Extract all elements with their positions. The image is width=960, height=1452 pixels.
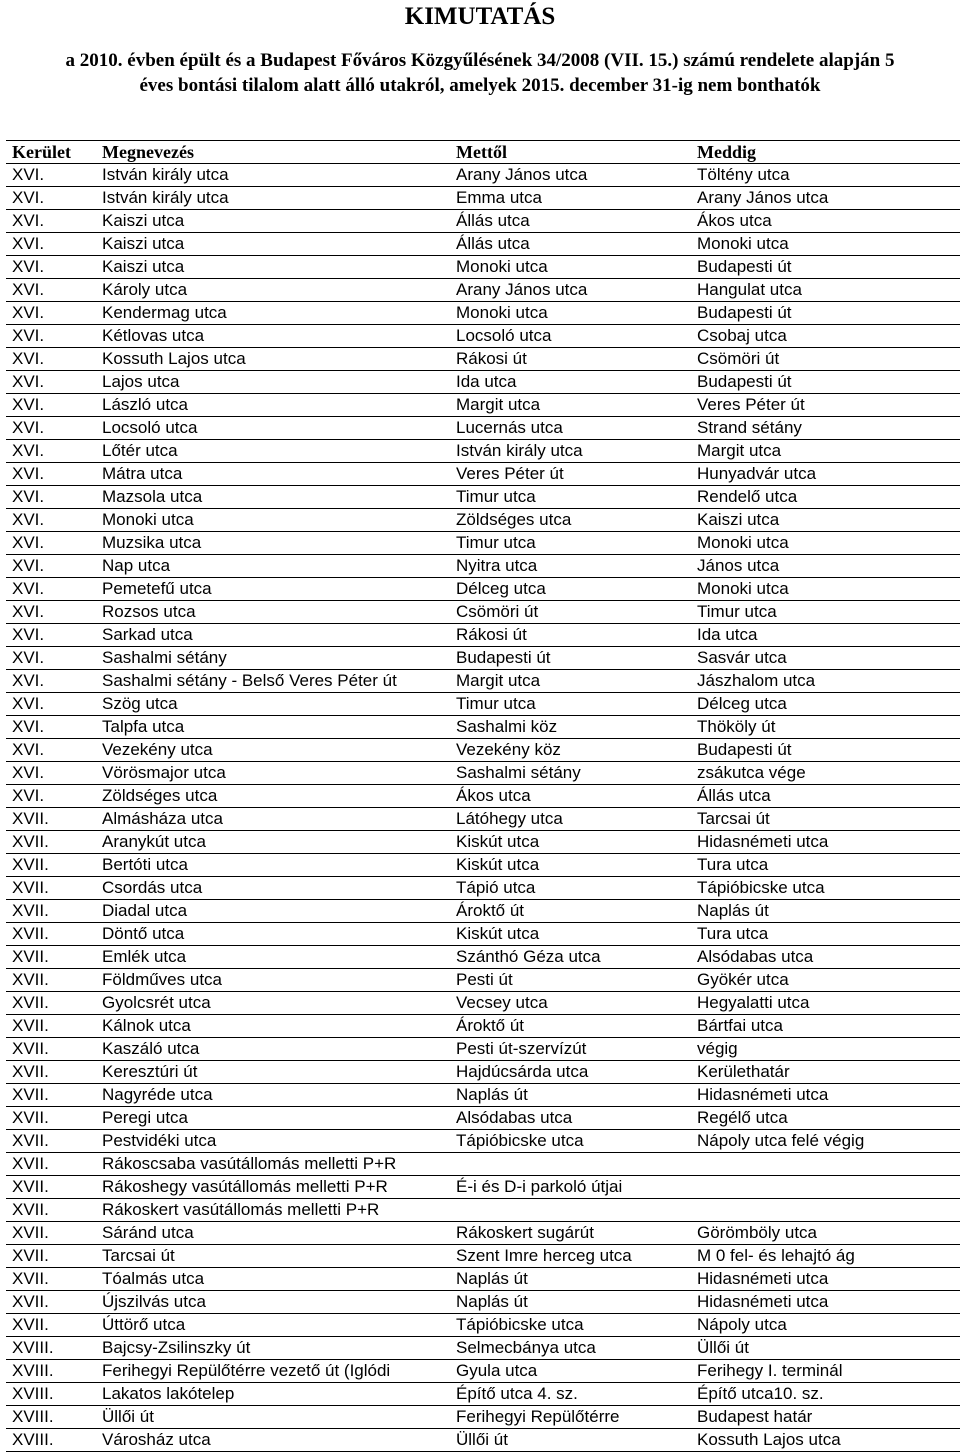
table-row (6, 463, 960, 486)
table-row (6, 992, 960, 1015)
cell-district: XVI. (6, 302, 96, 325)
cell-to: Jászhalom utca (691, 670, 960, 693)
cell-district: XVII. (6, 808, 96, 831)
table-row (6, 509, 960, 532)
table-row (6, 555, 960, 578)
cell-name: Emlék utca (96, 946, 450, 969)
cell-district: XVIII. (6, 1360, 96, 1383)
cell-from: Budapesti út (450, 647, 691, 670)
cell-to: Sasvár utca (691, 647, 960, 670)
cell-from: István király utca (450, 440, 691, 463)
cell-name: Zöldséges utca (96, 785, 450, 808)
document-subtitle (0, 48, 960, 98)
cell-district: XVI. (6, 739, 96, 762)
cell-name: Úttörő utca (96, 1314, 450, 1337)
cell-to: Timur utca (691, 601, 960, 624)
cell-from: Pesti út-szervízút (450, 1038, 691, 1061)
table-row (6, 785, 960, 808)
cell-from: Szánthó Géza utca (450, 946, 691, 969)
cell-name: László utca (96, 394, 450, 417)
table-row (6, 325, 960, 348)
cell-to: Arany János utca (691, 187, 960, 210)
cell-from: Alsódabas utca (450, 1107, 691, 1130)
cell-to (691, 1176, 960, 1199)
cell-to: Csobaj utca (691, 325, 960, 348)
table-row (6, 578, 960, 601)
table-row (6, 739, 960, 762)
cell-to (691, 1153, 960, 1176)
table-row (6, 440, 960, 463)
cell-to: Ferihegy I. terminál (691, 1360, 960, 1383)
table-row (6, 1061, 960, 1084)
cell-name: Üllői út (96, 1406, 450, 1429)
cell-from: Tápió utca (450, 877, 691, 900)
cell-from: Tápióbicske utca (450, 1314, 691, 1337)
cell-name: Bajcsy-Zsilinszky út (96, 1337, 450, 1360)
cell-name: Sarkad utca (96, 624, 450, 647)
table-row (6, 716, 960, 739)
table-row (6, 1222, 960, 1245)
cell-district: XVIII. (6, 1383, 96, 1406)
cell-to: végig (691, 1038, 960, 1061)
cell-district: XVI. (6, 325, 96, 348)
cell-from: Vezekény köz (450, 739, 691, 762)
cell-from: Naplás út (450, 1084, 691, 1107)
cell-name: Kaiszi utca (96, 256, 450, 279)
cell-from: Állás utca (450, 233, 691, 256)
cell-from: Rákosi út (450, 348, 691, 371)
cell-name: Kálnok utca (96, 1015, 450, 1038)
cell-name: Rákoscsaba vasútállomás melletti P+R (96, 1153, 450, 1176)
cell-district: XVI. (6, 785, 96, 808)
cell-to: Csömöri út (691, 348, 960, 371)
cell-to: Monoki utca (691, 233, 960, 256)
table-row (6, 1084, 960, 1107)
table-row (6, 877, 960, 900)
cell-district: XVI. (6, 210, 96, 233)
cell-name: Tóalmás utca (96, 1268, 450, 1291)
cell-name: Sashalmi sétány - Belső Veres Péter út (96, 670, 450, 693)
cell-district: XVII. (6, 1061, 96, 1084)
cell-from: Margit utca (450, 670, 691, 693)
cell-district: XVI. (6, 233, 96, 256)
cell-from: Építő utca 4. sz. (450, 1383, 691, 1406)
cell-district: XVI. (6, 394, 96, 417)
cell-district: XVI. (6, 440, 96, 463)
cell-district: XVII. (6, 1222, 96, 1245)
cell-name: Talpfa utca (96, 716, 450, 739)
table-row (6, 693, 960, 716)
cell-district: XVI. (6, 762, 96, 785)
cell-to: Alsódabas utca (691, 946, 960, 969)
cell-name: Rozsos utca (96, 601, 450, 624)
cell-from: Állás utca (450, 210, 691, 233)
cell-from: Naplás út (450, 1268, 691, 1291)
cell-from: Ároktő út (450, 900, 691, 923)
cell-name: Lakatos lakótelep (96, 1383, 450, 1406)
cell-to: Naplás út (691, 900, 960, 923)
cell-from: Veres Péter út (450, 463, 691, 486)
table-row (6, 946, 960, 969)
cell-to: M 0 fel- és lehajtó ág (691, 1245, 960, 1268)
cell-district: XVIII. (6, 1429, 96, 1452)
cell-district: XVII. (6, 1199, 96, 1222)
cell-to: zsákutca vége (691, 762, 960, 785)
cell-to: Veres Péter út (691, 394, 960, 417)
cell-from (450, 1153, 691, 1176)
header-name: Megnevezés (96, 141, 450, 164)
cell-district: XVI. (6, 187, 96, 210)
cell-to: Hidasnémeti utca (691, 831, 960, 854)
cell-to: Hidasnémeti utca (691, 1268, 960, 1291)
table-row (6, 831, 960, 854)
cell-name: Rákoshegy vasútállomás melletti P+R (96, 1176, 450, 1199)
table-row (6, 1406, 960, 1429)
cell-name: Újszilvás utca (96, 1291, 450, 1314)
cell-district: XVII. (6, 1084, 96, 1107)
table-row (6, 670, 960, 693)
table-row (6, 348, 960, 371)
table-row (6, 1107, 960, 1130)
cell-to: Kaiszi utca (691, 509, 960, 532)
table-row (6, 1291, 960, 1314)
cell-from: Ferihegyi Repülőtérre (450, 1406, 691, 1429)
table-row (6, 1176, 960, 1199)
cell-to: Budapesti út (691, 256, 960, 279)
cell-from: Lucernás utca (450, 417, 691, 440)
cell-from: Csömöri út (450, 601, 691, 624)
cell-district: XVI. (6, 486, 96, 509)
cell-name: Gyolcsrét utca (96, 992, 450, 1015)
cell-district: XVII. (6, 854, 96, 877)
cell-to: Gyökér utca (691, 969, 960, 992)
table-row (6, 532, 960, 555)
cell-district: XVII. (6, 831, 96, 854)
table-row (6, 302, 960, 325)
table-row (6, 647, 960, 670)
cell-to: Hegyalatti utca (691, 992, 960, 1015)
cell-to: Kerülethatár (691, 1061, 960, 1084)
cell-to: Budapesti út (691, 302, 960, 325)
cell-name: Keresztúri út (96, 1061, 450, 1084)
table-row (6, 900, 960, 923)
cell-district: XVII. (6, 946, 96, 969)
table-row (6, 279, 960, 302)
cell-to: Hangulat utca (691, 279, 960, 302)
cell-to: Tarcsai út (691, 808, 960, 831)
cell-to: Építő utca10. sz. (691, 1383, 960, 1406)
cell-from: Ákos utca (450, 785, 691, 808)
cell-name: Peregi utca (96, 1107, 450, 1130)
cell-to: Tura utca (691, 854, 960, 877)
cell-from: Locsoló utca (450, 325, 691, 348)
cell-district: XVII. (6, 969, 96, 992)
cell-name: Almásháza utca (96, 808, 450, 831)
table-row (6, 1383, 960, 1406)
table-row (6, 1038, 960, 1061)
table-body (6, 164, 960, 1452)
cell-district: XVII. (6, 992, 96, 1015)
cell-from: Ida utca (450, 371, 691, 394)
cell-from: Timur utca (450, 532, 691, 555)
table-row (6, 1268, 960, 1291)
cell-district: XVII. (6, 1268, 96, 1291)
table-row (6, 371, 960, 394)
cell-district: XVI. (6, 371, 96, 394)
cell-district: XVII. (6, 923, 96, 946)
table-row (6, 1153, 960, 1176)
cell-name: Csordás utca (96, 877, 450, 900)
cell-name: Városház utca (96, 1429, 450, 1452)
cell-name: Locsoló utca (96, 417, 450, 440)
cell-name: Ferihegyi Repülőtérre vezető út (Iglódi (96, 1360, 450, 1383)
cell-district: XVII. (6, 1314, 96, 1337)
table-row (6, 1337, 960, 1360)
cell-from: Monoki utca (450, 256, 691, 279)
cell-name: Kaiszi utca (96, 210, 450, 233)
cell-to: Kossuth Lajos utca (691, 1429, 960, 1452)
cell-name: Pestvidéki utca (96, 1130, 450, 1153)
cell-to: Hidasnémeti utca (691, 1291, 960, 1314)
cell-name: Kendermag utca (96, 302, 450, 325)
cell-name: Muzsika utca (96, 532, 450, 555)
cell-to: Monoki utca (691, 532, 960, 555)
cell-from: Délceg utca (450, 578, 691, 601)
cell-from: Gyula utca (450, 1360, 691, 1383)
cell-name: Diadal utca (96, 900, 450, 923)
table-row (6, 923, 960, 946)
cell-name: Lőtér utca (96, 440, 450, 463)
cell-from: Kiskút utca (450, 923, 691, 946)
cell-from: Margit utca (450, 394, 691, 417)
cell-to: Rendelő utca (691, 486, 960, 509)
cell-name: Monoki utca (96, 509, 450, 532)
cell-from: Rákoskert sugárút (450, 1222, 691, 1245)
table-row (6, 394, 960, 417)
header-from: Mettől (450, 141, 691, 164)
cell-from: Timur utca (450, 486, 691, 509)
table-row (6, 164, 960, 187)
cell-name: Sashalmi sétány (96, 647, 450, 670)
cell-name: Döntő utca (96, 923, 450, 946)
cell-from: Timur utca (450, 693, 691, 716)
subtitle-line-2: éves bontási tilalom alatt álló utakról, amelyek 2015. december 31-ig nem bonthatók (139, 75, 821, 96)
cell-district: XVI. (6, 693, 96, 716)
table-row (6, 601, 960, 624)
table-row (6, 1130, 960, 1153)
cell-district: XVI. (6, 256, 96, 279)
cell-district: XVI. (6, 509, 96, 532)
cell-district: XVI. (6, 647, 96, 670)
cell-district: XVIII. (6, 1406, 96, 1429)
cell-name: Károly utca (96, 279, 450, 302)
cell-district: XVII. (6, 1176, 96, 1199)
table-row (6, 1314, 960, 1337)
cell-district: XVII. (6, 1130, 96, 1153)
cell-from: Emma utca (450, 187, 691, 210)
cell-to: Nápoly utca (691, 1314, 960, 1337)
cell-district: XVI. (6, 532, 96, 555)
cell-district: XVII. (6, 1015, 96, 1038)
cell-name: István király utca (96, 164, 450, 187)
cell-name: Bertóti utca (96, 854, 450, 877)
table-row (6, 1015, 960, 1038)
table-row (6, 187, 960, 210)
table-row (6, 486, 960, 509)
header-district: Kerület (6, 141, 96, 164)
cell-to: Monoki utca (691, 578, 960, 601)
cell-from: Arany János utca (450, 279, 691, 302)
cell-name: Földműves utca (96, 969, 450, 992)
cell-from: Arany János utca (450, 164, 691, 187)
cell-district: XVII. (6, 1107, 96, 1130)
cell-district: XVIII. (6, 1337, 96, 1360)
cell-from: Selmecbánya utca (450, 1337, 691, 1360)
cell-district: XVII. (6, 877, 96, 900)
cell-district: XVI. (6, 578, 96, 601)
cell-from: Zöldséges utca (450, 509, 691, 532)
cell-to: Állás utca (691, 785, 960, 808)
cell-name: Kossuth Lajos utca (96, 348, 450, 371)
table-row (6, 233, 960, 256)
cell-from: Ároktő út (450, 1015, 691, 1038)
cell-district: XVI. (6, 670, 96, 693)
cell-to: Ákos utca (691, 210, 960, 233)
cell-to: Hidasnémeti utca (691, 1084, 960, 1107)
cell-to: Thököly út (691, 716, 960, 739)
cell-district: XVII. (6, 1245, 96, 1268)
cell-to: Hunyadvár utca (691, 463, 960, 486)
table-row (6, 1199, 960, 1222)
cell-name: Nagyréde utca (96, 1084, 450, 1107)
cell-to: Tura utca (691, 923, 960, 946)
cell-name: Szög utca (96, 693, 450, 716)
cell-to: Margit utca (691, 440, 960, 463)
table-row (6, 808, 960, 831)
cell-district: XVI. (6, 716, 96, 739)
cell-district: XVII. (6, 1038, 96, 1061)
table-row (6, 969, 960, 992)
cell-to: Nápoly utca felé végig (691, 1130, 960, 1153)
cell-from (450, 1199, 691, 1222)
cell-name: Kétlovas utca (96, 325, 450, 348)
cell-district: XVI. (6, 348, 96, 371)
cell-from: Szent Imre herceg utca (450, 1245, 691, 1268)
cell-from: Sashalmi köz (450, 716, 691, 739)
cell-to: Görömböly utca (691, 1222, 960, 1245)
cell-from: Nyitra utca (450, 555, 691, 578)
cell-from: Rákosi út (450, 624, 691, 647)
table-row (6, 256, 960, 279)
cell-district: XVI. (6, 624, 96, 647)
cell-name: Pemetefű utca (96, 578, 450, 601)
cell-from: É-i és D-i parkoló útjai (450, 1176, 691, 1199)
cell-to: Budapesti út (691, 371, 960, 394)
cell-to: Üllői út (691, 1337, 960, 1360)
cell-name: Nap utca (96, 555, 450, 578)
table-row (6, 417, 960, 440)
cell-district: XVI. (6, 601, 96, 624)
cell-from: Látóhegy utca (450, 808, 691, 831)
table-row (6, 854, 960, 877)
cell-district: XVII. (6, 900, 96, 923)
document-title: KIMUTATÁS (404, 3, 556, 30)
cell-from: Üllői út (450, 1429, 691, 1452)
cell-name: Sáránd utca (96, 1222, 450, 1245)
subtitle-line-1: a 2010. évben épült és a Budapest Főváros Közgyűlésének 34/2008 (VII. 15.) számú rendelete alapján 5 (65, 50, 895, 71)
cell-to: Ida utca (691, 624, 960, 647)
cell-name: Kaiszi utca (96, 233, 450, 256)
cell-district: XVII. (6, 1291, 96, 1314)
cell-from: Naplás út (450, 1291, 691, 1314)
cell-name: Mátra utca (96, 463, 450, 486)
cell-from: Kiskút utca (450, 831, 691, 854)
cell-to: Délceg utca (691, 693, 960, 716)
cell-district: XVI. (6, 417, 96, 440)
cell-from: Hajdúcsárda utca (450, 1061, 691, 1084)
cell-district: XVI. (6, 555, 96, 578)
cell-name: Tarcsai út (96, 1245, 450, 1268)
cell-from: Pesti út (450, 969, 691, 992)
cell-name: István király utca (96, 187, 450, 210)
cell-name: Kaszáló utca (96, 1038, 450, 1061)
table-row (6, 210, 960, 233)
table-row (6, 1245, 960, 1268)
cell-to: Strand sétány (691, 417, 960, 440)
cell-name: Rákoskert vasútállomás melletti P+R (96, 1199, 450, 1222)
cell-to: Bártfai utca (691, 1015, 960, 1038)
table-row (6, 1429, 960, 1452)
header-to: Meddig (691, 141, 960, 164)
cell-district: XVII. (6, 1153, 96, 1176)
cell-to: Töltény utca (691, 164, 960, 187)
cell-district: XVI. (6, 463, 96, 486)
cell-from: Monoki utca (450, 302, 691, 325)
cell-from: Vecsey utca (450, 992, 691, 1015)
table-row (6, 624, 960, 647)
cell-to: Budapesti út (691, 739, 960, 762)
table-row (6, 1360, 960, 1383)
cell-district: XVI. (6, 164, 96, 187)
street-table (6, 140, 960, 1452)
table-header-row (6, 141, 960, 164)
cell-to: Regélő utca (691, 1107, 960, 1130)
cell-name: Vörösmajor utca (96, 762, 450, 785)
cell-to: János utca (691, 555, 960, 578)
cell-from: Tápióbicske utca (450, 1130, 691, 1153)
cell-district: XVI. (6, 279, 96, 302)
cell-from: Sashalmi sétány (450, 762, 691, 785)
cell-name: Vezekény utca (96, 739, 450, 762)
cell-name: Mazsola utca (96, 486, 450, 509)
table-row (6, 762, 960, 785)
cell-name: Aranykút utca (96, 831, 450, 854)
cell-to: Budapest határ (691, 1406, 960, 1429)
cell-to (691, 1199, 960, 1222)
cell-to: Tápióbicske utca (691, 877, 960, 900)
cell-from: Kiskút utca (450, 854, 691, 877)
cell-name: Lajos utca (96, 371, 450, 394)
